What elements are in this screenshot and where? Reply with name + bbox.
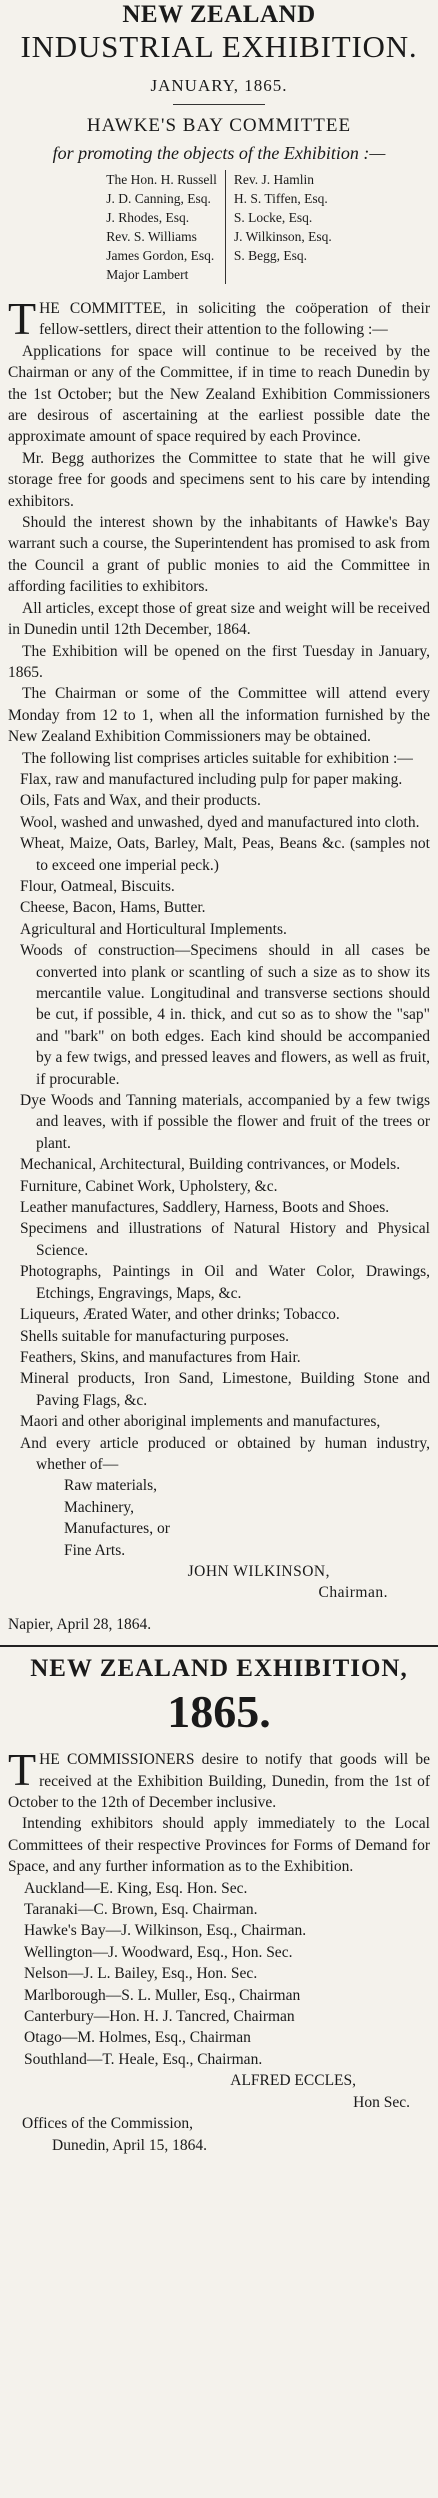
list-item: Wheat, Maize, Oats, Barley, Malt, Peas, Beans &c. (samples not to exceed one imperial peck.) xyxy=(20,835,430,874)
list-item: Specimens and illustrations of Natural History and Physical Science. xyxy=(20,1220,430,1259)
member: The Hon. H. Russell xyxy=(106,172,217,187)
sublist-item: Machinery, xyxy=(64,1498,135,1516)
section-divider xyxy=(0,1645,438,1647)
member: J. Wilkinson, Esq. xyxy=(233,229,332,244)
member: Rev. S. Williams xyxy=(106,229,197,244)
member: James Gordon, Esq. xyxy=(106,248,215,263)
list-item: Otago—M. Holmes, Esq., Chairman xyxy=(24,2029,251,2047)
notice2-paragraph: Intending exhibitors should apply immediately to the Local Committees of their respective Provinces for Forms of Demand for Space, and any further information as to the Exhibition. xyxy=(8,1815,430,1876)
header-line1: NEW ZEALAND xyxy=(122,1,316,28)
local-committees-list xyxy=(8,1878,430,2071)
list-item: Dye Woods and Tanning materials, accompanied by a few twigs and leaves, with if possible the flower and fruit of the trees or plant. xyxy=(20,1092,430,1152)
list-item: Wool, washed and unwashed, dyed and manufactured into cloth. xyxy=(20,813,420,831)
signature-role: Hon Sec. xyxy=(353,2093,410,2111)
list-item: Mineral products, Iron Sand, Limestone, Building Stone and Paving Flags, &c. xyxy=(20,1370,430,1409)
notice1-paragraph: All articles, except those of great size and weight will be received in Dunedin until 12th December, 1864. xyxy=(8,599,431,639)
committee-title: HAWKE'S BAY COMMITTEE xyxy=(86,115,352,136)
list-item: Marlborough—S. L. Muller, Esq., Chairman xyxy=(24,1986,301,2004)
notice1-intro: THE COMMITTEE, in soliciting the coöperation of their fellow-settlers, direct their attention to the following :— xyxy=(8,293,430,344)
list-item: Oils, Fats and Wax, and their products. xyxy=(20,792,261,810)
list-item: Agricultural and Horticultural Implements. xyxy=(20,920,287,938)
list-item: Southland—T. Heale, Esq., Chairman. xyxy=(24,2050,263,2068)
place-date: Dunedin, April 15, 1864. xyxy=(52,2136,207,2154)
list-item: Canterbury—Hon. H. J. Tancred, Chairman xyxy=(24,2008,295,2026)
list-item: Photographs, Paintings in Oil and Water Color, Drawings, Etchings, Engravings, Maps, &c. xyxy=(20,1263,430,1302)
notice1-paragraph: Applications for space will continue to be received by the Chairman or any of the Committee, if in time to reach Dunedin by the 1st October; but the New Zealand Exhibition Commissioners are desirous of ascertaining at the earliest possible date the approximate amount of space required by each Province. xyxy=(8,342,430,446)
notice1-paragraph: The Exhibition will be opened on the first Tuesday in January, 1865. xyxy=(8,642,430,681)
header-title: INDUSTRIAL EXHIBITION. xyxy=(20,29,418,64)
header-date: JANUARY, 1865. xyxy=(150,76,288,95)
members-left-column xyxy=(98,170,226,284)
sublist-item: Raw materials, xyxy=(64,1477,157,1495)
list-item: And every article produced or obtained by human industry, whether of— xyxy=(20,1434,430,1473)
notice1-paragraph: Should the interest shown by the inhabitants of Hawke's Bay warrant such a course, the Superintendent has promised to ask from the Council a grant of public monies to aid the Committee in affording facilities to exhibitors. xyxy=(8,514,430,596)
drop-cap: T xyxy=(8,1744,37,1796)
list-item: Cheese, Bacon, Hams, Butter. xyxy=(20,899,206,917)
list-item: Wellington—J. Woodward, Esq., Hon. Sec. xyxy=(24,1943,293,1961)
notice2-year: 1865. xyxy=(167,1686,271,1738)
advertisement-page xyxy=(0,2,438,2498)
committee-members xyxy=(8,170,430,284)
notice2-title: NEW ZEALAND EXHIBITION, xyxy=(30,1655,408,1683)
notice1-paragraph: The following list comprises articles suitable for exhibition :— xyxy=(22,749,413,767)
list-item: Liqueurs, Ærated Water, and other drinks; Tobacco. xyxy=(20,1306,340,1324)
committee-purpose: for promoting the objects of the Exhibition :— xyxy=(52,143,386,163)
member: S. Begg, Esq. xyxy=(233,248,308,263)
signature-role: Chairman. xyxy=(318,1584,388,1602)
signature-name: ALFRED ECCLES, xyxy=(230,2072,356,2090)
sublist-item: Manufactures, or xyxy=(64,1520,170,1538)
member: Rev. J. Hamlin xyxy=(233,172,315,187)
list-item: Leather manufactures, Saddlery, Harness, Boots and Shoes. xyxy=(20,1199,390,1217)
category-sublist xyxy=(8,1475,430,1561)
short-rule xyxy=(173,104,265,105)
notice1-paragraph: The Chairman or some of the Committee will attend every Monday from 12 to 1, when all the information furnished by the New Zealand Exhibition Commissioners may be obtained. xyxy=(8,685,430,746)
list-item: Taranaki—C. Brown, Esq. Chairman. xyxy=(24,1901,258,1919)
list-item: Maori and other aboriginal implements and manufactures, xyxy=(20,1413,381,1431)
list-item: Auckland—E. King, Esq. Hon. Sec. xyxy=(24,1879,248,1897)
list-item: Flour, Oatmeal, Biscuits. xyxy=(20,877,175,895)
sublist-item: Fine Arts. xyxy=(64,1541,126,1559)
list-item: Flax, raw and manufactured including pulp for paper making. xyxy=(20,770,403,788)
member: J. D. Canning, Esq. xyxy=(106,191,211,206)
list-item: Furniture, Cabinet Work, Upholstery, &c. xyxy=(20,1177,278,1195)
exhibit-list xyxy=(8,769,430,1475)
member: J. Rhodes, Esq. xyxy=(106,210,190,225)
drop-cap: T xyxy=(8,293,37,344)
list-item: Hawke's Bay—J. Wilkinson, Esq., Chairman. xyxy=(24,1922,307,1940)
member: S. Locke, Esq. xyxy=(233,210,313,225)
office-line: Offices of the Commission, xyxy=(22,2115,194,2133)
notice1-paragraph: Mr. Begg authorizes the Committee to state that he will give storage free for goods and specimens sent to his care by intending exhibitors. xyxy=(8,449,430,510)
list-item: Woods of construction—Specimens should in all cases be converted into plank or scantling of such a size as to show its mercantile value. Longitudinal and transverse sections should be cut, if possible, 4 in. thick, and cut so as to show the "sap" and "bark" on both edges. Each kind should be accompanied by a few twigs, and pressed leaves and flowers, as well as fruit, if procurable. xyxy=(20,942,430,1088)
list-item: Shells suitable for manufacturing purposes. xyxy=(20,1327,290,1345)
members-right-column xyxy=(226,170,340,284)
list-item: Mechanical, Architectural, Building contrivances, or Models. xyxy=(20,1156,401,1174)
list-item: Nelson—J. L. Bailey, Esq., Hon. Sec. xyxy=(24,1965,258,1983)
list-item: Feathers, Skins, and manufactures from Hair. xyxy=(20,1348,301,1366)
notice2-intro: THE COMMISSIONERS desire to notify that goods will be received at the Exhibition Building, Dunedin, from the 1st of October to the 12th of December inclusive. xyxy=(8,1744,430,1811)
signature-name: JOHN WILKINSON, xyxy=(187,1562,330,1580)
place-date: Napier, April 28, 1864. xyxy=(8,1615,152,1633)
member: H. S. Tiffen, Esq. xyxy=(233,191,328,206)
member: Major Lambert xyxy=(106,267,189,282)
